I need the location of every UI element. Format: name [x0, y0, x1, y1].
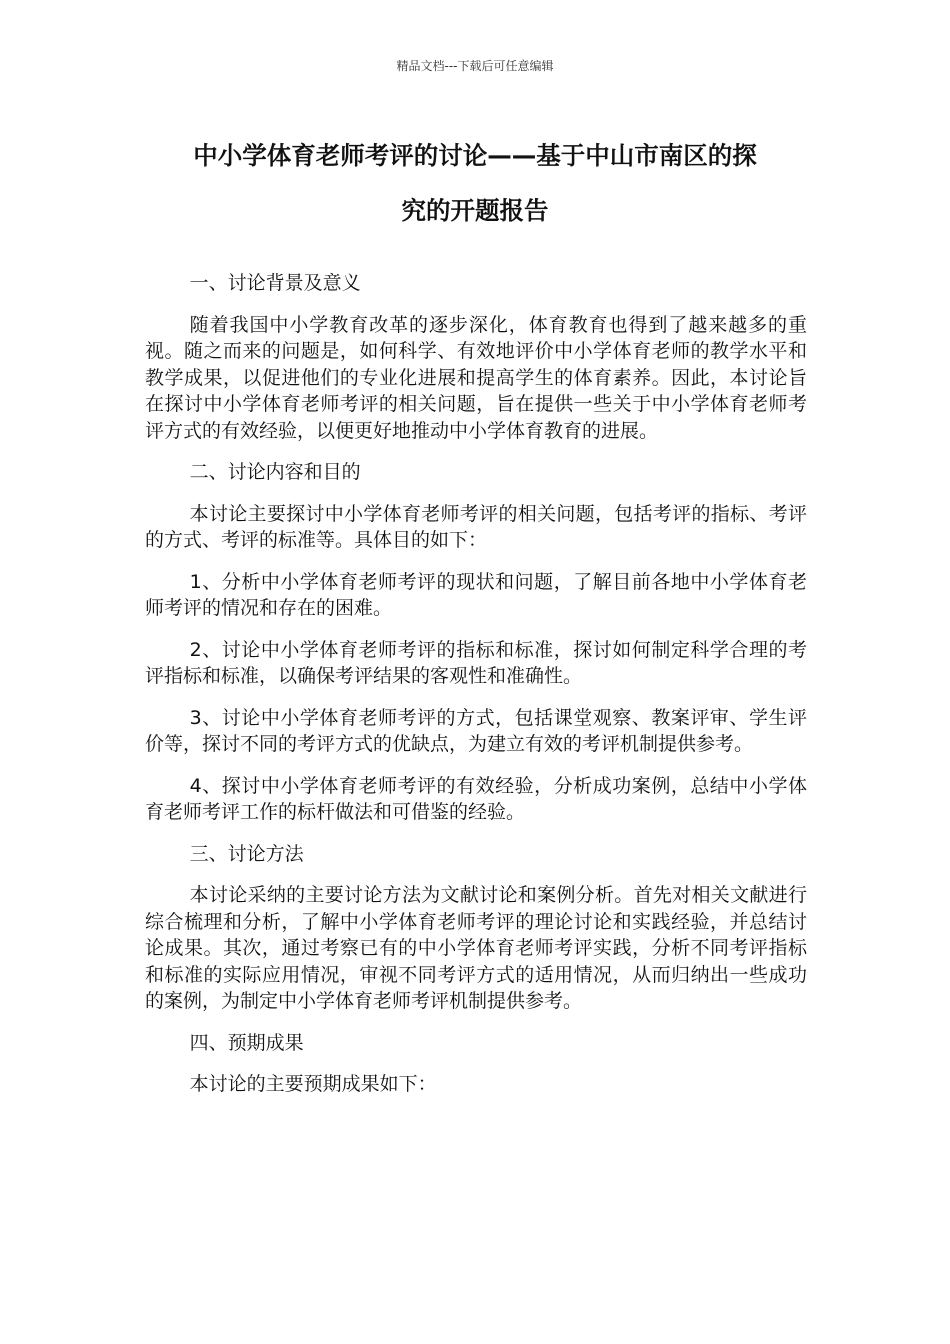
document-body [145, 270, 807, 1113]
paragraph-content-intro: 本讨论主要探讨中小学体育老师考评的相关问题，包括考评的指标、考评的方式、考评的标准等。具体目的如下： [145, 502, 807, 551]
header-note: 精品文档---下载后可任意编辑 [396, 59, 554, 73]
document-title-line-2: 究的开题报告 [401, 196, 549, 225]
document-title-line-1: 中小学体育老师考评的讨论——基于中山市南区的探 [193, 141, 757, 170]
list-item-purpose-1: 1、分析中小学体育老师考评的现状和问题，了解目前各地中小学体育老师考评的情况和存在的困难。 [145, 570, 807, 619]
paragraph-background: 随着我国中小学教育改革的逐步深化，体育教育也得到了越来越多的重视。随之而来的问题是，如何科学、有效地评价中小学体育老师的教学水平和教学成果，以促进他们的专业化进展和提高学生的体育素养。因此，本讨论旨在探讨中小学体育老师考评的相关问题，旨在提供一些关于中小学体育老师考评方式的有效经验，以便更好地推动中小学体育教育的进展。 [145, 313, 807, 442]
paragraph-methods: 本讨论采纳的主要讨论方法为文献讨论和案例分析。首先对相关文献进行综合梳理和分析，了解中小学体育老师考评的理论讨论和实践经验，并总结讨论成果。其次，通过考察已有的中小学体育老师考评实践，分析不同考评指标和标准的实际应用情况，审视不同考评方式的适用情况，从而归纳出一些成功的案例，为制定中小学体育老师考评机制提供参考。 [145, 884, 807, 1012]
section-heading-content-purpose: 二、讨论内容和目的 [189, 461, 361, 483]
section-heading-methods: 三、讨论方法 [189, 842, 304, 865]
paragraph-expected-results: 本讨论的主要预期成果如下： [189, 1073, 437, 1095]
list-item-purpose-3: 3、讨论中小学体育老师考评的方式，包括课堂观察、教案评审、学生评价等，探讨不同的考评方式的优缺点，为建立有效的考评机制提供参考。 [145, 706, 807, 755]
section-heading-background: 一、讨论背景及意义 [189, 272, 361, 294]
list-item-purpose-2: 2、讨论中小学体育老师考评的指标和标准，探讨如何制定科学合理的考评指标和标准，以确保考评结果的客观性和准确性。 [145, 638, 807, 687]
section-heading-expected-results: 四、预期成果 [189, 1031, 304, 1054]
list-item-purpose-4: 4、探讨中小学体育老师考评的有效经验，分析成功案例，总结中小学体育老师考评工作的标杆做法和可借鉴的经验。 [145, 774, 807, 823]
